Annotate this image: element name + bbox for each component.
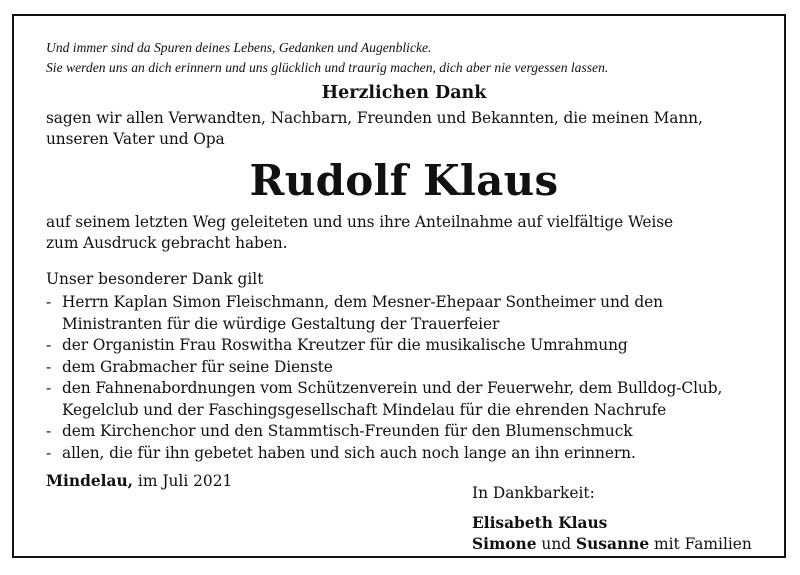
thanks-line-2: unseren Vater und Opa xyxy=(46,130,225,148)
dash-bullet: - xyxy=(46,379,52,397)
signature-name-susanne: Susanne xyxy=(576,535,650,553)
heading: Herzlichen Dank xyxy=(321,83,487,103)
signature-name-simone: Simone xyxy=(472,535,537,553)
closing-line-1: auf seinem letzten Weg geleiteten und uns ihre Anteilnahme auf vielfältige Weise xyxy=(46,213,674,231)
list-item-line-1: dem Kirchenchor und den Stammtisch-Freunden für den Blumenschmuck xyxy=(62,422,633,440)
list-item xyxy=(46,443,762,465)
signature-block xyxy=(472,483,752,556)
signature-rest: mit Familien xyxy=(654,535,752,553)
signature-and: und xyxy=(541,535,572,553)
dash-bullet: - xyxy=(46,357,52,376)
dash-bullet: - xyxy=(46,293,52,311)
special-thanks-list xyxy=(46,292,762,464)
signature-line-1: Elisabeth Klaus xyxy=(472,513,608,532)
list-item-line-2: Ministranten für die würdige Gestaltung der Trauerfeier xyxy=(62,314,500,333)
intro-quote xyxy=(46,38,762,78)
dash-bullet: - xyxy=(46,422,52,440)
place-date xyxy=(46,471,232,492)
signature-intro: In Dankbarkeit: xyxy=(472,484,595,502)
intro-line-2: Sie werden uns an dich erinnern und uns glücklich und traurig machen, dich aber nie vergessen lassen. xyxy=(46,60,609,75)
list-item-line-2: Kegelclub und der Faschingsgesellschaft Mindelau für die ehrenden Nachrufe xyxy=(62,400,667,419)
place: Mindelau, xyxy=(46,472,133,490)
list-item-line-1: allen, die für ihn gebetet haben und sich auch noch lange an ihn erinnern. xyxy=(62,443,636,462)
list-item-line-1: den Fahnenabordnungen vom Schützenverein und der Feuerwehr, dem Bulldog-Club, xyxy=(62,379,723,397)
closing-line-2: zum Ausdruck gebracht haben. xyxy=(46,234,288,252)
closing-paragraph xyxy=(46,212,762,254)
notice-frame xyxy=(12,14,786,558)
date: im Juli 2021 xyxy=(137,472,233,490)
list-item-line-1: Herrn Kaplan Simon Fleischmann, dem Mesner-Ehepaar Sontheimer und den xyxy=(62,293,663,311)
thanks-line-1: sagen wir allen Verwandten, Nachbarn, Freunden und Bekannten, die meinen Mann, xyxy=(46,109,703,127)
signature-line-2 xyxy=(472,534,752,556)
dash-bullet: - xyxy=(46,336,52,354)
thanks-line xyxy=(46,108,762,150)
deceased-name: Rudolf Klaus xyxy=(249,156,559,205)
list-item-line-1: der Organistin Frau Roswitha Kreutzer für die musikalische Umrahmung xyxy=(62,336,628,354)
list-item-line-1: dem Grabmacher für seine Dienste xyxy=(62,357,333,376)
special-thanks-intro: Unser besonderer Dank gilt xyxy=(46,270,264,288)
list-item xyxy=(46,378,762,421)
list-item xyxy=(46,421,762,443)
notice-content xyxy=(46,38,762,464)
intro-line-1: Und immer sind da Spuren deines Lebens, Gedanken und Augenblicke. xyxy=(46,40,432,55)
list-item xyxy=(46,292,762,335)
list-item xyxy=(46,357,762,379)
dash-bullet: - xyxy=(46,443,52,462)
list-item xyxy=(46,335,762,357)
